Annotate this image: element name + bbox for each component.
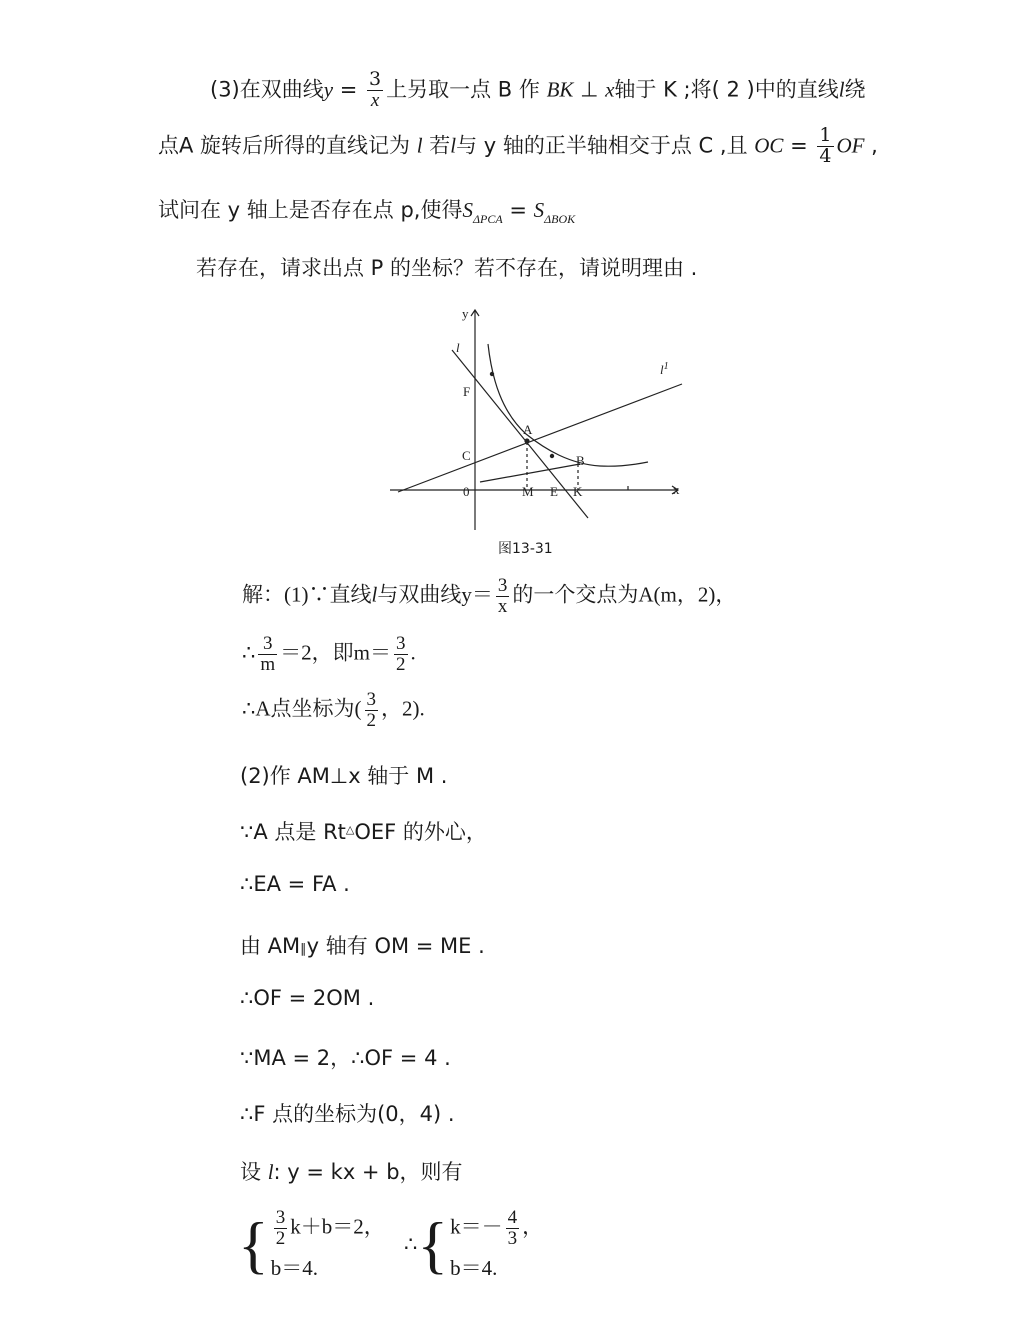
- numerator: 3: [369, 68, 382, 90]
- equation-system-2: [404, 1208, 543, 1281]
- text: ,: [864, 133, 878, 158]
- text: =: [502, 198, 534, 222]
- label-e: E: [550, 484, 558, 499]
- denominator: 2: [275, 1227, 286, 1249]
- label-a: A: [523, 422, 533, 437]
- text: k＝－: [450, 1214, 503, 1239]
- label-k: K: [573, 484, 583, 499]
- system-row: b＝4.: [450, 1255, 498, 1280]
- numerator: 3: [497, 575, 508, 596]
- fraction: [367, 70, 383, 111]
- system-row: [450, 1208, 543, 1249]
- math-var: S: [462, 198, 473, 222]
- label-f: F: [463, 384, 471, 399]
- problem-line-4: 若存在，请求出点 P 的坐标？若不存在，请说明理由 .: [196, 256, 698, 280]
- text: : y = kx + b，则有: [273, 1160, 463, 1184]
- fraction: [365, 690, 379, 731]
- text: ，2).: [381, 696, 425, 721]
- label-o: 0: [463, 484, 470, 499]
- numerator: 1: [819, 124, 832, 146]
- label-m: M: [522, 484, 534, 499]
- left-brace: {: [417, 1208, 449, 1280]
- solution-line-1: [242, 576, 736, 617]
- text: 由 AM: [240, 934, 301, 958]
- text: ＝2，即m＝: [280, 640, 391, 665]
- fraction: [506, 1208, 520, 1249]
- text: 轴于 K ;将( 2 )中的直线: [614, 77, 839, 102]
- line-ob: [480, 464, 580, 482]
- math-var: y: [323, 77, 334, 102]
- text: =: [783, 133, 815, 158]
- subscript: ΔPCA: [472, 212, 503, 226]
- text: 若: [422, 133, 451, 158]
- fraction: [817, 126, 833, 167]
- text: 与 y 轴的正半轴相交于点 C ,且: [456, 133, 748, 158]
- text: 的一个交点为A(m，2)，: [512, 582, 737, 607]
- point-a: [524, 438, 529, 443]
- math-var: l: [416, 133, 423, 158]
- denominator: x: [370, 89, 380, 111]
- math-var: OC: [754, 133, 784, 158]
- line-l: [452, 350, 588, 518]
- left-brace: {: [238, 1208, 269, 1280]
- hyperbola-curve: [488, 344, 648, 466]
- math-var: l: [267, 1160, 274, 1184]
- figure-caption: 图13-31: [498, 541, 553, 557]
- geometry-figure: [380, 300, 700, 536]
- label-c: C: [462, 448, 471, 463]
- text: 点A 旋转后所得的直线记为: [158, 133, 411, 158]
- denominator: 2: [366, 709, 377, 731]
- system-row: [271, 1208, 385, 1249]
- math-var: S: [533, 198, 545, 222]
- solution-line-5: [240, 816, 487, 846]
- solution-line-7: [240, 930, 485, 960]
- line-l1: [398, 384, 682, 492]
- therefore-symbol: ∴: [404, 1232, 418, 1257]
- solution-line-3: [242, 690, 425, 731]
- system-rows: [271, 1208, 385, 1281]
- math-var: l: [838, 77, 845, 102]
- label-x: x: [673, 482, 680, 497]
- solution-line-6: ∴EA = FA .: [240, 872, 350, 896]
- numerator: 3: [366, 689, 377, 710]
- problem-line-3: [158, 194, 575, 227]
- fraction: [496, 576, 510, 617]
- math-var: OF: [836, 133, 865, 158]
- math-var: x: [605, 77, 615, 102]
- text: 设: [240, 1160, 261, 1184]
- fraction: [258, 634, 277, 675]
- denominator: m: [260, 653, 276, 675]
- problem-line-1: [210, 70, 866, 111]
- solution-line-11: [240, 1156, 463, 1186]
- fraction: [274, 1208, 288, 1249]
- text: =: [333, 77, 365, 102]
- text: ∴: [242, 640, 256, 665]
- text: (3)在双曲线: [210, 77, 324, 102]
- denominator: x: [497, 595, 508, 617]
- subscript: ΔBOK: [544, 212, 576, 226]
- fraction: [394, 634, 408, 675]
- math-var: l: [371, 582, 378, 607]
- parallel-symbol: ∥: [300, 942, 307, 957]
- text: 试问在 y 轴上是否存在点 p,使得: [158, 198, 463, 222]
- denominator: 3: [507, 1227, 518, 1249]
- equation-system-1: [238, 1208, 385, 1281]
- denominator: 4: [819, 144, 832, 167]
- numerator: 4: [507, 1207, 518, 1228]
- math-var: BK: [546, 77, 574, 102]
- label-l1: $l^1$: [660, 361, 669, 377]
- text: ∴A点坐标为(: [242, 696, 362, 721]
- triangle-symbol: △: [345, 823, 355, 836]
- text: 上另取一点 B 作: [386, 77, 540, 102]
- text: y 轴有 OM = ME .: [306, 934, 485, 958]
- text: 解：(1)∵直线: [242, 582, 372, 607]
- text: .: [410, 640, 416, 665]
- text: 绕: [844, 77, 866, 102]
- label-b: B: [576, 453, 585, 468]
- text: k＋b＝2，: [290, 1214, 385, 1239]
- label-y: y: [462, 306, 469, 321]
- solution-line-4: (2)作 AM⊥x 轴于 M .: [240, 764, 448, 788]
- solution-line-9: ∵MA = 2，∴OF = 4 .: [240, 1046, 451, 1070]
- text: ，: [522, 1214, 544, 1239]
- problem-line-2: [158, 126, 878, 167]
- text: ∵A 点是 Rt: [240, 820, 346, 844]
- text: ⊥: [573, 77, 606, 102]
- system-rows: [450, 1208, 543, 1281]
- denominator: 2: [396, 653, 406, 675]
- point-curve-1: [490, 372, 494, 376]
- label-l: l: [456, 340, 460, 355]
- numerator: 3: [258, 634, 277, 655]
- numerator: 3: [275, 1207, 286, 1228]
- text: OEF 的外心，: [354, 820, 487, 844]
- point-curve-2: [550, 454, 554, 458]
- system-row: b＝4.: [270, 1255, 318, 1280]
- solution-line-8: ∴OF = 2OM .: [240, 986, 375, 1010]
- numerator: 3: [396, 633, 406, 654]
- solution-line-10: ∴F 点的坐标为(0，4) .: [240, 1102, 455, 1126]
- math-var: l: [450, 133, 457, 158]
- text: 与双曲线y＝: [377, 582, 493, 607]
- solution-line-2: [242, 634, 416, 675]
